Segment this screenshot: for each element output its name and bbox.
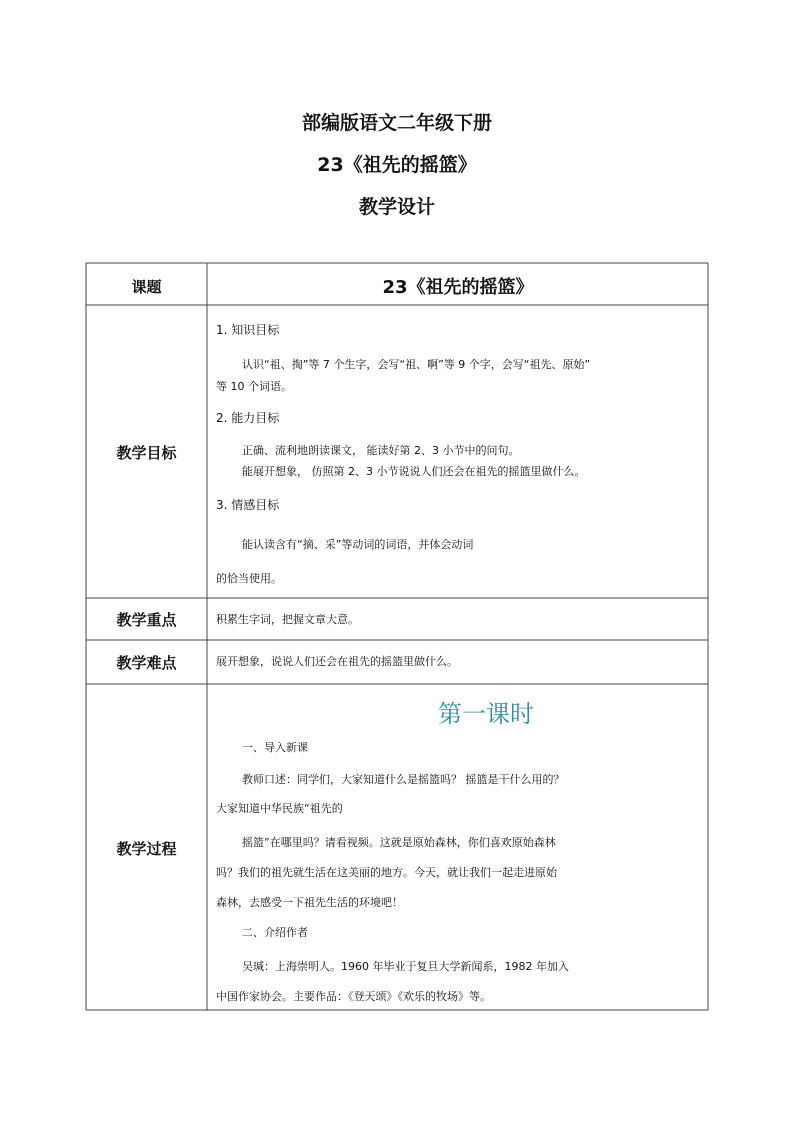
ability-goal-line-1: 正确、流利地朗读课文， 能读好第 2、3 小节中的问句。: [242, 444, 520, 457]
section-2-heading: 二、介绍作者: [242, 926, 308, 939]
label-objectives: 教学目标: [116, 444, 177, 462]
emotion-goal-heading: 3. 情感目标: [216, 498, 280, 512]
section-1-line-4: 吗？我们的祖先就生活在这美丽的地方。今天，就让我们一起走进原始: [216, 866, 557, 879]
section-1-line-3: 摇篮”在哪里吗？请看视频。这就是原始森林，你们喜欢原始森林: [242, 836, 556, 849]
label-difficulties: 教学难点: [116, 654, 177, 672]
label-topic: 课题: [131, 278, 162, 296]
section-2-line-1: 吴瑊：上海崇明人。1960 年毕业于复旦大学新闻系，1982 年加入: [242, 960, 569, 973]
section-2-line-2: 中国作家协会。主要作品：《登天颂》《欢乐的牧场》等。: [216, 990, 491, 1003]
section-1-line-1: 教师口述：同学们，大家知道什么是摇篮吗？ 摇篮是干什么用的？: [242, 773, 565, 786]
doc-title-line-1: 部编版语文二年级下册: [301, 112, 492, 134]
knowledge-goal-line-2: 等 10 个词语。: [216, 380, 292, 393]
knowledge-goal-heading: 1. 知识目标: [216, 323, 280, 337]
label-process: 教学过程: [116, 840, 177, 858]
ability-goal-line-2: 能展开想象， 仿照第 2、3 小节说说人们还会在祖先的摇篮里做什么。: [242, 465, 586, 478]
difficulties-value: 展开想象，说说人们还会在祖先的摇篮里做什么。: [216, 655, 458, 668]
key-points-value: 积累生字词，把握文章大意。: [216, 613, 359, 626]
emotion-goal-line-1: 能认读含有“摘、采”等动词的词语，并体会动词: [242, 538, 474, 551]
knowledge-goal-line-1: 认识“祖、掏”等 7 个生字，会写“祖、啊”等 9 个字，会写“祖先、原始”: [242, 358, 591, 371]
label-key-points: 教学重点: [116, 611, 177, 629]
section-1-heading: 一、导入新课: [242, 741, 308, 754]
section-1-line-2: 大家知道中华民族“祖先的: [216, 802, 343, 815]
doc-title-line-3: 教学设计: [358, 196, 435, 218]
topic-value: 23《祖先的摇篮》: [382, 277, 534, 298]
emotion-goal-line-2: 的恰当使用。: [216, 572, 282, 585]
section-1-line-5: 森林，去感受一下祖先生活的环境吧！: [216, 896, 403, 909]
doc-title-line-2: 23《祖先的摇篮》: [317, 154, 477, 176]
ability-goal-heading: 2. 能力目标: [216, 411, 280, 425]
lesson-title: 第一课时: [438, 700, 534, 728]
